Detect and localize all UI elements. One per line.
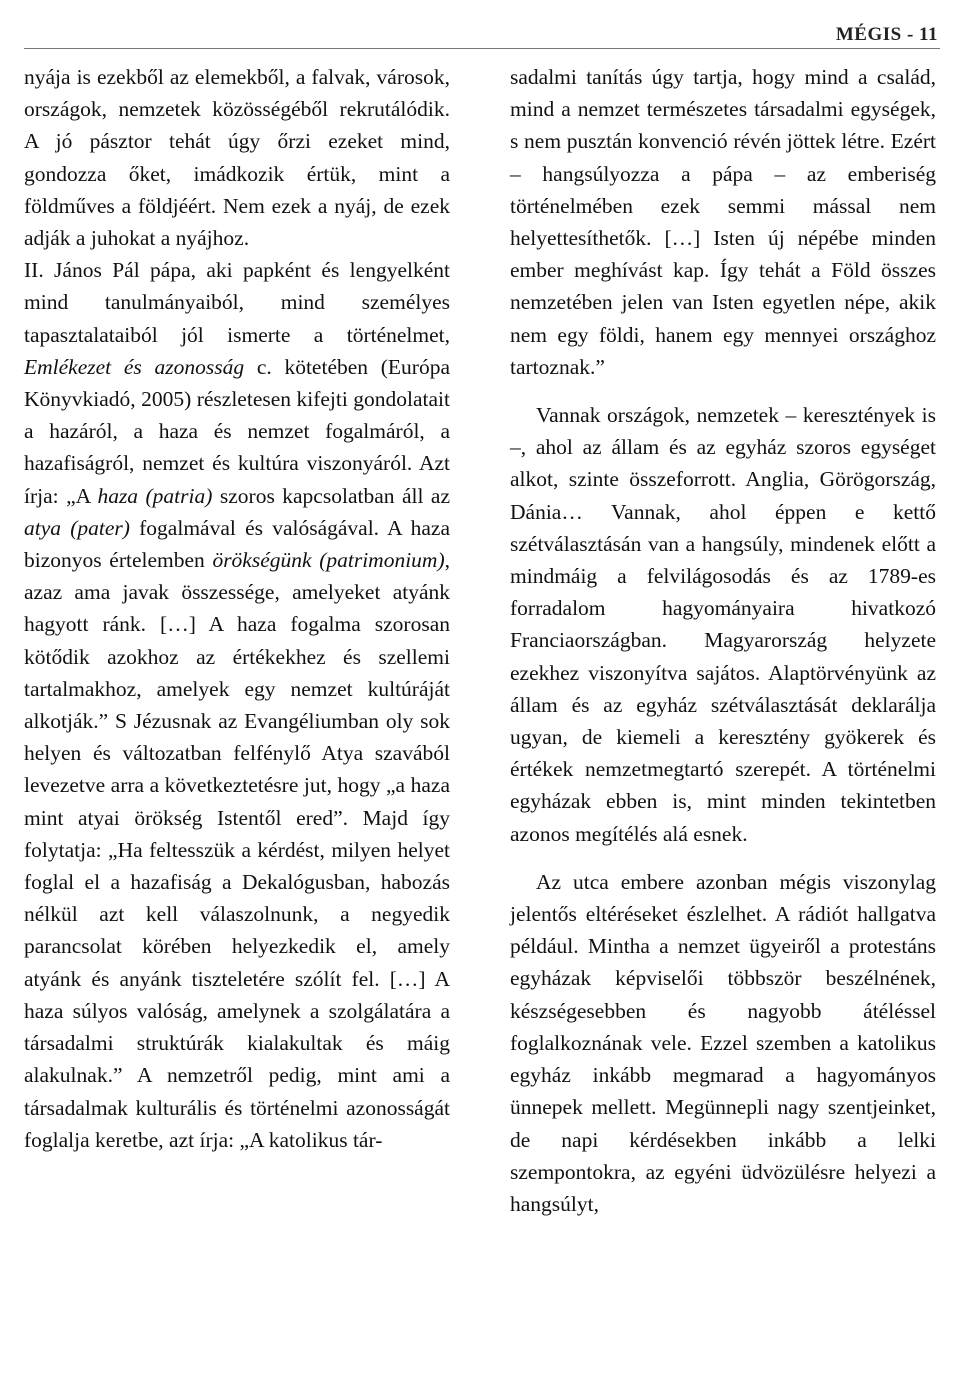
left-paragraph-2	[24, 254, 450, 1156]
right-column	[510, 61, 936, 1220]
left-paragraph-1: nyája is ezekből az elemekből, a falvak, városok, országok, nemzetek közösségéből rekrutálódik. A jó pásztor tehát úgy őrzi ezeket mind, gondozza őket, imádkozik értük, mint a földműves a földjéért. Nem ezek a nyáj, de ezek adják a juhokat a nyájhoz.	[24, 65, 450, 251]
book-title: Emlékezet és azonosság	[24, 354, 245, 379]
term-orokseg: örökségünk (patrimonium)	[212, 548, 445, 573]
left-column	[24, 61, 450, 1156]
text-segment: szoros kapcsolatban áll az	[212, 483, 451, 508]
text-segment: c. kötetében (Európa Könyvkiadó, 2005) részletesen kifejti gondolatait a hazáról, a haza és nemzet fogalmáról, a hazafiságról, nemzet és kultúra viszonyáról. Azt írja: „A	[24, 354, 450, 508]
term-haza: haza (patria)	[97, 483, 213, 508]
page-header-label: MÉGIS - 11	[835, 24, 938, 45]
term-atya: atya (pater)	[24, 515, 130, 540]
text-segment: , azaz ama javak összessége, amelyeket atyánk hagyott ránk. […] A haza fogalma szorosan kötődik azokhoz az értékekhez és szellemi tartalmakhoz, amelyek egy nemzet kultúráját alkotják.” S Jézusnak az Evangéliumban oly sok helyen és változatban felfénylő Atya szavából levezetve arra a következtetésre jut, hogy „a haza mint atyai örökség Istentől ered”. Majd így folytatja: „Ha feltesszük a kérdést, milyen helyet foglal el a hazafiság a Dekalógusban, habozás nélkül azt kell válaszolnunk, a negyedik parancsolat körében helyezkedik el, amely atyánk és anyánk tiszteletére szólít fel. […] A haza súlyos valóság, amelynek a szolgálatára a társadalmi struktúrák kialakultak és máig alakulnak.” A nemzetről pedig, mint ami a társadalmak kulturális és történelmi azonosságát foglalja keretbe, azt írja: „A katolikus tár-	[24, 548, 450, 1152]
right-paragraph-2: Vannak országok, nemzetek – keresztények is –, ahol az állam és az egyház szoros egységet alkot, szinte összeforrott. Anglia, Görögország, Dánia… Vannak, ahol éppen e kettő szétválasztásán van a hangsúly, mindenek előtt a mindmáig a felvilágosodás és az 1789-es forradalom hagyományaira hivatkozó Franciaországban. Magyarország helyzete ezekhez viszonyítva sajátos. Alaptörvényünk az állam és az egyház szétválasztását deklarálja ugyan, de kiemeli a keresztény gyökerek és értékek nemzetmegtartó szerepét. A történelmi egyházak ebben is, mint minden tekintetben azonos megítélés alá esnek.	[510, 403, 936, 846]
running-header	[24, 22, 940, 49]
text-segment: fogalmával és valóságával. A haza bizonyos értelemben	[24, 515, 451, 573]
right-paragraph-3: Az utca embere azonban mégis viszonylag jelentős eltéréseket észlelhet. A rádiót hallgatva például. Mintha a nemzet ügyeiről a protestáns egyházak képviselői többször beszélnének, készségesebben és nagyobb átéléssel foglalkoznának vele. Ezzel szemben a katolikus egyház inkább megmarad a hagyományos ünnepek mellett. Megünnepli nagy szentjeinket, de napi kérdésekben inkább a lelki szempontokra, az egyéni üdvözülésre helyezi a hangsúlyt,	[510, 869, 936, 1216]
text-segment: II. János Pál pápa, aki papként és lengyelként mind tanulmányaiból, mind személyes tapasztalataiból jól ismerte a történelmet,	[24, 258, 450, 347]
right-paragraph-1: sadalmi tanítás úgy tartja, hogy mind a család, mind a nemzet természetes társadalmi egységek, s nem pusztán konvenció révén jöttek létre. Ezért – hangsúlyozza a pápa – az emberiség történelmében ezek semmi mással nem helyettesíthetők. […] Isten új népébe minden ember meghívást kap. Így tehát a Föld összes nemzetében jelen van Isten egyetlen népe, akik nem egy földi, hanem egy mennyei országhoz tartoznak.”	[510, 65, 936, 379]
